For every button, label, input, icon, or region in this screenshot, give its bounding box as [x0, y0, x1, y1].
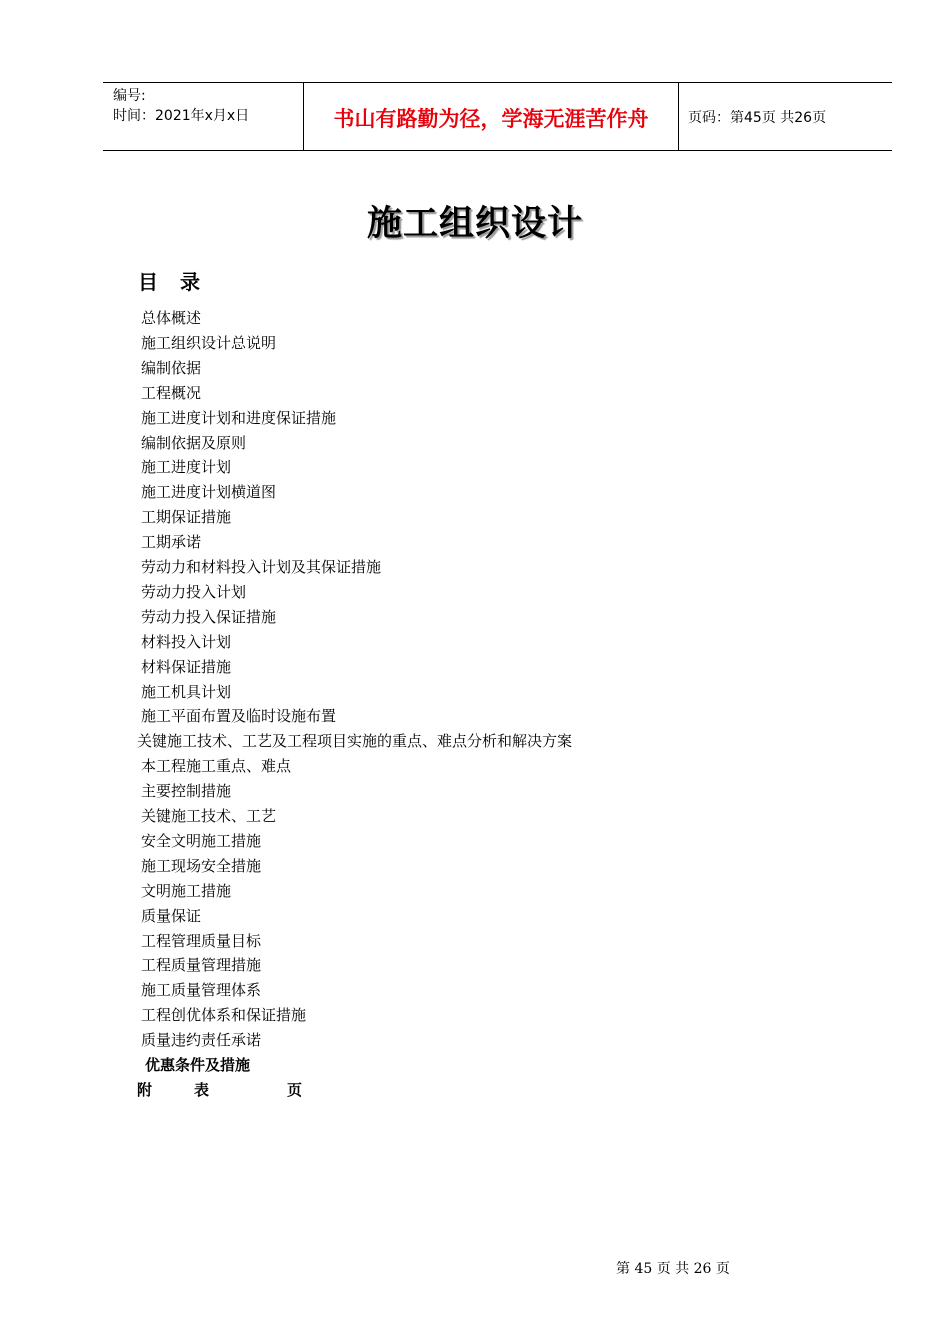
- toc-item: 施工进度计划和进度保证措施: [141, 408, 337, 427]
- toc-item: 劳动力投入计划: [141, 582, 247, 601]
- toc-item: 材料保证措施: [141, 657, 232, 676]
- toc-item: 编制依据及原则: [141, 433, 247, 452]
- toc-item: 编制依据: [141, 358, 202, 377]
- toc-heading: [138, 266, 222, 295]
- toc-item: 工程管理质量目标: [141, 931, 262, 950]
- toc-item: 主要控制措施: [141, 782, 232, 801]
- header-motto-cell: [303, 83, 679, 150]
- toc-item: 施工进度计划横道图: [141, 483, 277, 502]
- toc-item: 施工质量管理体系: [141, 981, 262, 1000]
- header-motto: 书山有路勤为径，学海无涯苦作舟: [333, 107, 649, 131]
- toc-heading-char: 录: [180, 270, 200, 294]
- toc-item: 材料投入计划: [141, 632, 232, 651]
- toc-item: 施工进度计划: [141, 458, 232, 477]
- toc-item: 施工机具计划: [141, 682, 232, 701]
- toc-item: 本工程施工重点、难点: [141, 757, 292, 776]
- toc-item: 优惠条件及措施: [145, 1056, 251, 1074]
- appendix-char: 附: [137, 1081, 153, 1099]
- toc-item: 劳动力投入保证措施: [141, 607, 277, 626]
- header-page-cell: [678, 83, 892, 150]
- page-header: [103, 82, 892, 151]
- toc-heading-char: 目: [138, 270, 158, 294]
- toc-item: 施工现场安全措施: [141, 856, 262, 875]
- toc-item: 总体概述: [141, 309, 202, 327]
- toc-item: 工程概况: [141, 383, 202, 402]
- appendix-char: 页: [287, 1081, 303, 1099]
- toc-item: 工程质量管理措施: [141, 956, 262, 975]
- toc-item: 工程创优体系和保证措施: [141, 1006, 307, 1025]
- document-title: 施工组织设计: [366, 203, 583, 244]
- toc-item: 劳动力和材料投入计划及其保证措施: [141, 558, 382, 576]
- toc-item: 施工组织设计总说明: [141, 333, 277, 352]
- toc-item: 施工平面布置及临时设施布置: [141, 707, 337, 726]
- toc-item: 安全文明施工措施: [141, 831, 262, 850]
- header-meta-cell: [103, 83, 303, 150]
- toc-item: 关键施工技术、工艺及工程项目实施的重点、难点分析和解决方案: [137, 732, 573, 751]
- toc-item: 工期保证措施: [141, 508, 232, 527]
- page-footer: 第 45 页 共 26 页: [616, 1261, 730, 1277]
- toc-item: 文明施工措施: [141, 881, 232, 900]
- toc-item: 质量违约责任承诺: [141, 1031, 262, 1050]
- toc-item: 关键施工技术、工艺: [141, 807, 277, 825]
- toc-item: 工期承诺: [141, 533, 202, 552]
- number-label: 编号:: [113, 88, 146, 104]
- toc-item: 质量保证: [141, 906, 202, 925]
- header-page-code: 页码：第45页 共26页: [688, 110, 827, 126]
- appendix-char: 表: [194, 1081, 210, 1099]
- time-label: 时间：2021年x月x日: [113, 108, 250, 124]
